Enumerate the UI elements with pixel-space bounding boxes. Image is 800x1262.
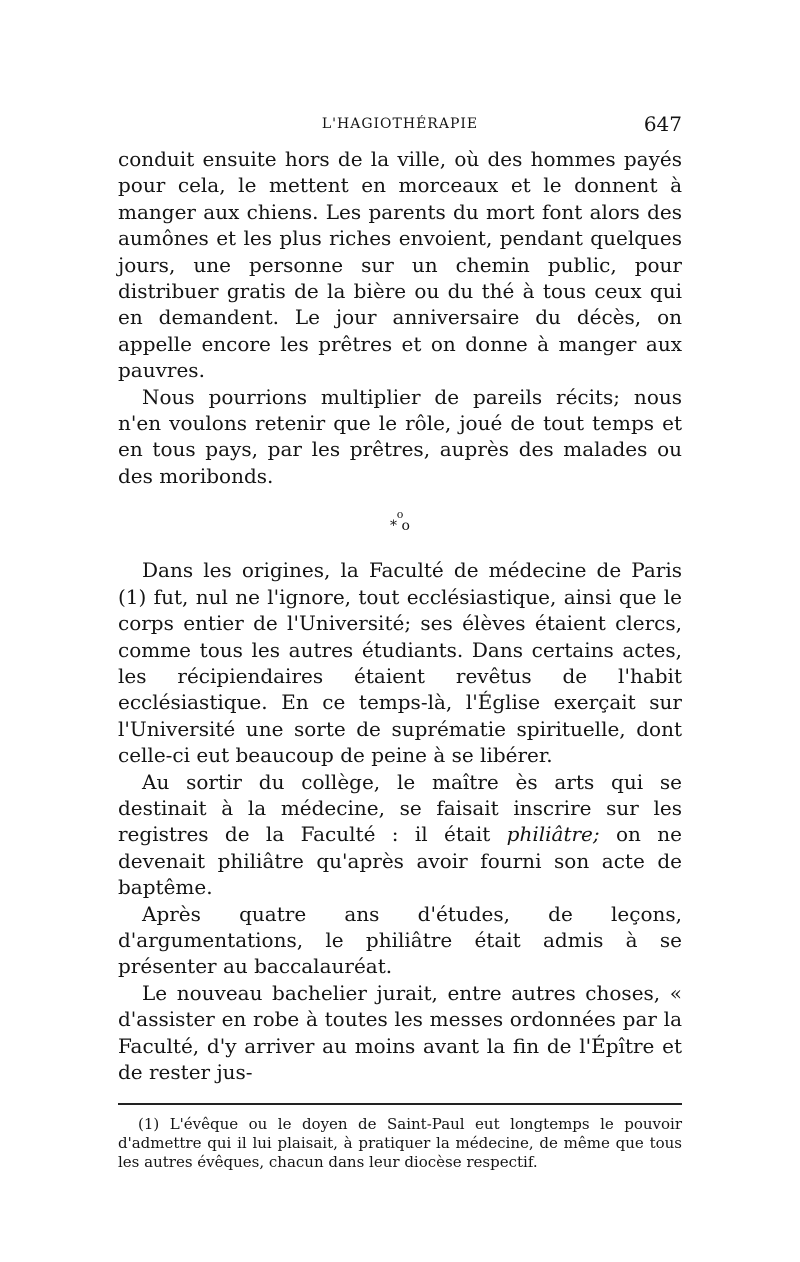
- footnote-1: (1) L'évêque ou le doyen de Saint-Paul eut longtemps le pouvoir d'admettre qui il lui plaisait, à pratiquer la médecine, de même que tous les autres évêques, chacun dans leur diocèse respectif.: [118, 1115, 682, 1172]
- college-text-start: Au sortir du collège, le maître ès arts qui se destinait à la médecine, se faisait inscrire sur les registres de la Faculté : il était: [118, 769, 682, 847]
- paragraph-etudes: Après quatre ans d'études, de leçons, d'argumentations, le philiâtre était admis à se présenter au baccalauréat.: [118, 901, 682, 979]
- paragraph-college: [118, 769, 682, 901]
- college-text-end: on ne devenait philiâtre qu'après avoir fourni son acte de baptême.: [118, 822, 682, 900]
- paragraph-continuation: conduit ensuite hors de la ville, où des hommes payés pour cela, le mettent en morceaux et le donnent à manger aux chiens. Les parents du mort font alors des aumônes et les plus riches envoient, pendant quelques jours, une personne sur un chemin public, pour distribuer gratis de la bière ou du thé à tous ceux qui en demandent. Le jour anniversaire du décès, on appelle encore les prêtres et on donne à manger aux pauvres.: [118, 147, 682, 383]
- paragraph-recits: Nous pourrions multiplier de pareils récits; nous n'en voulons retenir que le rôle, joué de tout temps et en tous pays, par les prêtres, auprès des malades ou des moribonds.: [118, 384, 682, 488]
- section-asterism: [118, 489, 682, 557]
- running-title: L'HAGIOTHÉRAPIE: [321, 116, 479, 132]
- paragraph-faculte: Dans les origines, la Faculté de médecine de Paris (1) fut, nul ne l'ignore, tout ecclésiastique, ainsi que le corps entier de l'Université; ses élèves étaient clercs, comme tous les autres étudiants. Dans certains actes, les récipiendaires étaient revêtus de l'habit ecclésiastique. En ce temps-là, l'Église exerçait sur l'Université une sorte de suprématie spirituelle, dont celle-ci eut beaucoup de peine à se libérer.: [118, 558, 682, 768]
- asterism-top: o: [396, 508, 404, 522]
- footnote-rule: [118, 1103, 682, 1105]
- paragraph-bachelier: Le nouveau bachelier jurait, entre autres choses, « d'assister en robe à toutes les messes ordonnées par la Faculté, d'y arriver au moins avant la fin de l'Épître et de rester jus-: [118, 980, 682, 1084]
- footnotes: [118, 1115, 682, 1172]
- book-page: [118, 112, 682, 1172]
- philiatre-italic: philiâtre;: [506, 822, 600, 847]
- page-number: 647: [643, 112, 682, 136]
- running-head: [118, 112, 682, 146]
- body-text: [118, 146, 682, 1085]
- asterism-bottom: * o: [390, 518, 410, 535]
